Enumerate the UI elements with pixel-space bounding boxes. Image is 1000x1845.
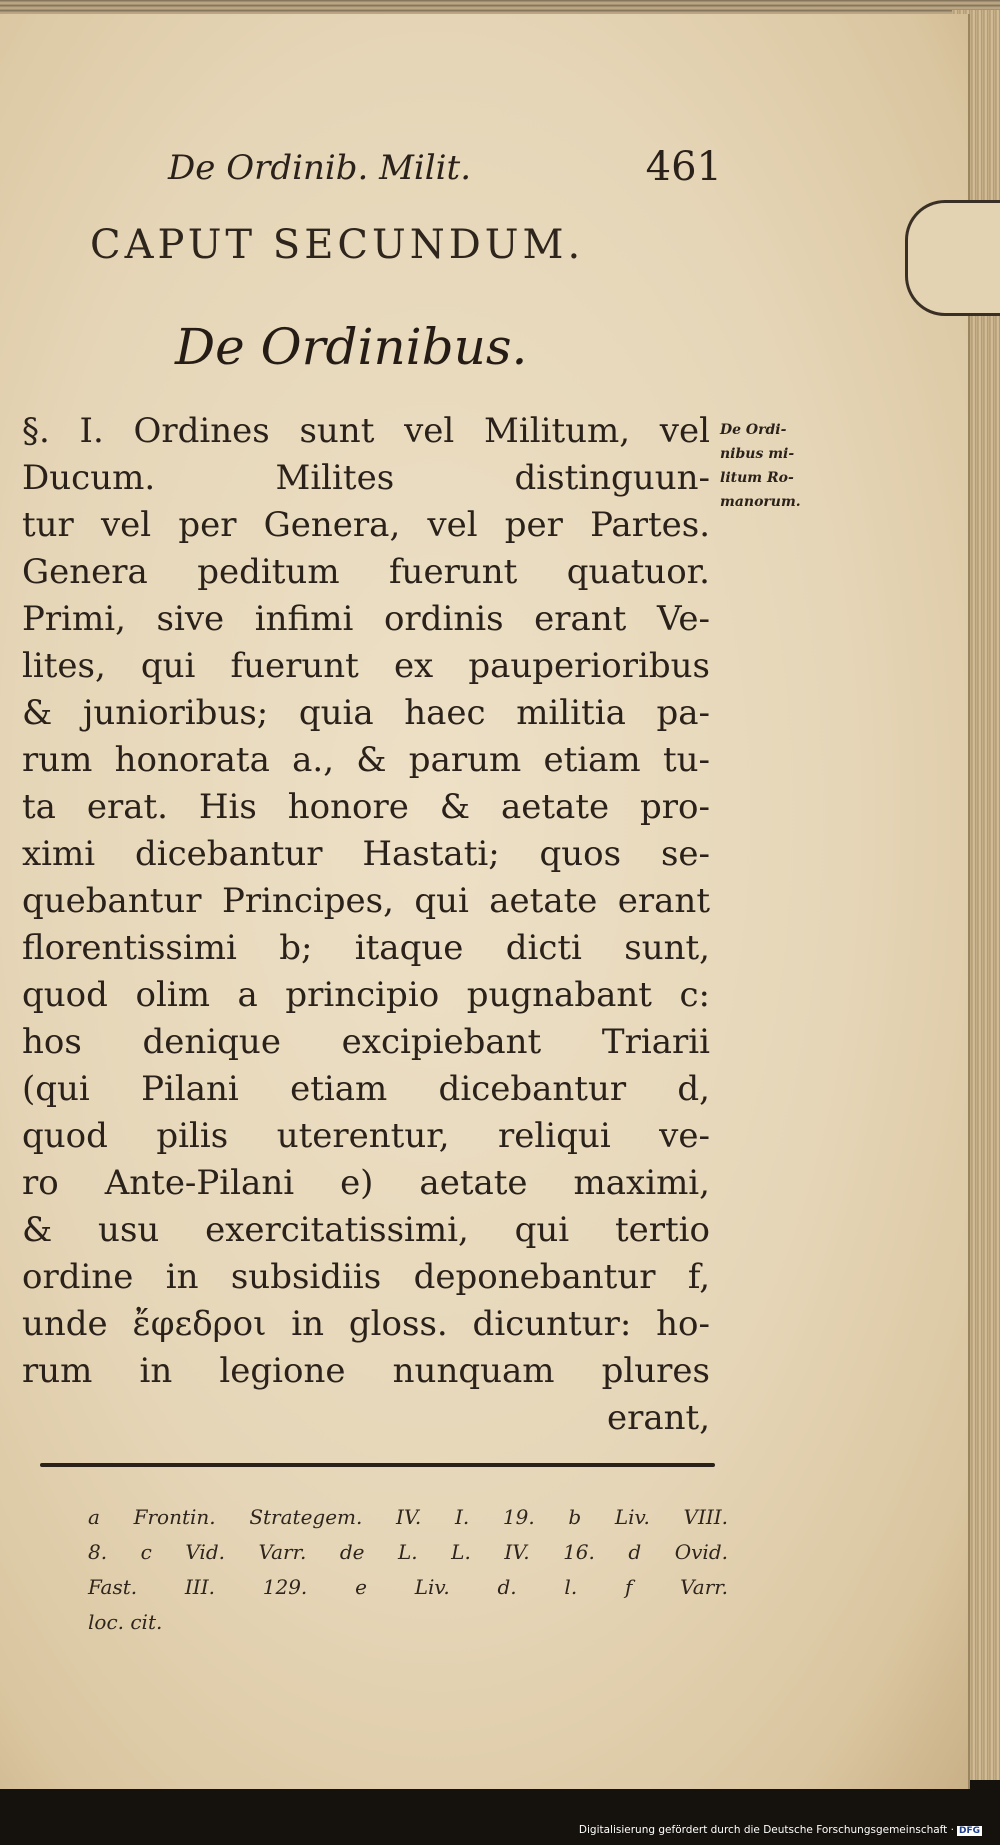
text-line: Primi, sive infimi ordinis erant Ve- [22, 599, 710, 639]
footnote-line: Fast. III. 129. e Liv. d. l. f Varr. [88, 1575, 728, 1599]
text-line: tur vel per Genera, vel per Partes. [22, 505, 710, 545]
text-line: quebantur Principes, qui aetate erant [22, 881, 710, 921]
marginal-note [720, 418, 840, 514]
text-line: Genera peditum fuerunt quatuor. [22, 552, 710, 592]
text-line: & usu exercitatissimi, qui tertio [22, 1210, 710, 1250]
scan-bottom-band [0, 1790, 1000, 1845]
text-line: florentissimi b; itaque dicti sunt, [22, 928, 710, 968]
page-number: 461 [645, 144, 722, 190]
text-line: hos denique excipiebant Triarii [22, 1022, 710, 1062]
credit-text: Digitalisierung gefördert durch die Deutsche Forschungsgemeinschaft · [578, 1824, 954, 1836]
text-line: rum honorata a., & parum etiam tu- [22, 740, 710, 780]
text-line: erant, [606, 1398, 710, 1438]
footnote-line: a Frontin. Strategem. IV. I. 19. b Liv. VIII. [88, 1505, 728, 1529]
digitization-credit [579, 1824, 982, 1836]
text-line: quod pilis uterentur, reliqui ve- [22, 1116, 710, 1156]
text-line: unde ἔφεδροι in gloss. dicuntur: ho- [22, 1304, 710, 1344]
footnote-line: 8. c Vid. Varr. de L. L. IV. 16. d Ovid. [88, 1540, 728, 1564]
dfg-logo: DFG [958, 1826, 980, 1836]
section-title: De Ordinibus. [175, 318, 528, 376]
text-line: quod olim a principio pugnabant c: [22, 975, 710, 1015]
marginal-note-line: De Ordi- [720, 422, 787, 438]
page-clip-tab [905, 200, 1000, 316]
text-line: lites, qui fuerunt ex pauperioribus [22, 646, 710, 686]
text-line: ximi dicebantur Hastati; quos se- [22, 834, 710, 874]
text-line: rum in legione nunquam plures [22, 1351, 710, 1391]
running-head-title: De Ordinib. Milit. [168, 148, 472, 188]
text-line: & junioribus; quia haec militia pa- [22, 693, 710, 733]
text-line: §. I. Ordines sunt vel Militum, vel [22, 411, 710, 451]
marginal-note-line: manorum. [720, 494, 801, 510]
marginal-note-line: nibus mi- [720, 446, 795, 462]
text-line: ro Ante-Pilani e) aetate maximi, [22, 1163, 710, 1203]
body-text [22, 408, 710, 1442]
text-line: ta erat. His honore & aetate pro- [22, 787, 710, 827]
marginal-note-line: litum Ro- [720, 470, 794, 486]
running-head [168, 144, 728, 198]
footnote-rule [40, 1463, 715, 1467]
text-line: Ducum. Milites distinguun- [22, 458, 710, 498]
text-line: (qui Pilani etiam dicebantur d, [22, 1069, 710, 1109]
footnote-line: loc. cit. [88, 1610, 163, 1634]
footnotes [88, 1500, 728, 1640]
chapter-title: CAPUT SECUNDUM. [90, 222, 585, 268]
text-line: ordine in subsidiis deponebantur f, [22, 1257, 710, 1297]
